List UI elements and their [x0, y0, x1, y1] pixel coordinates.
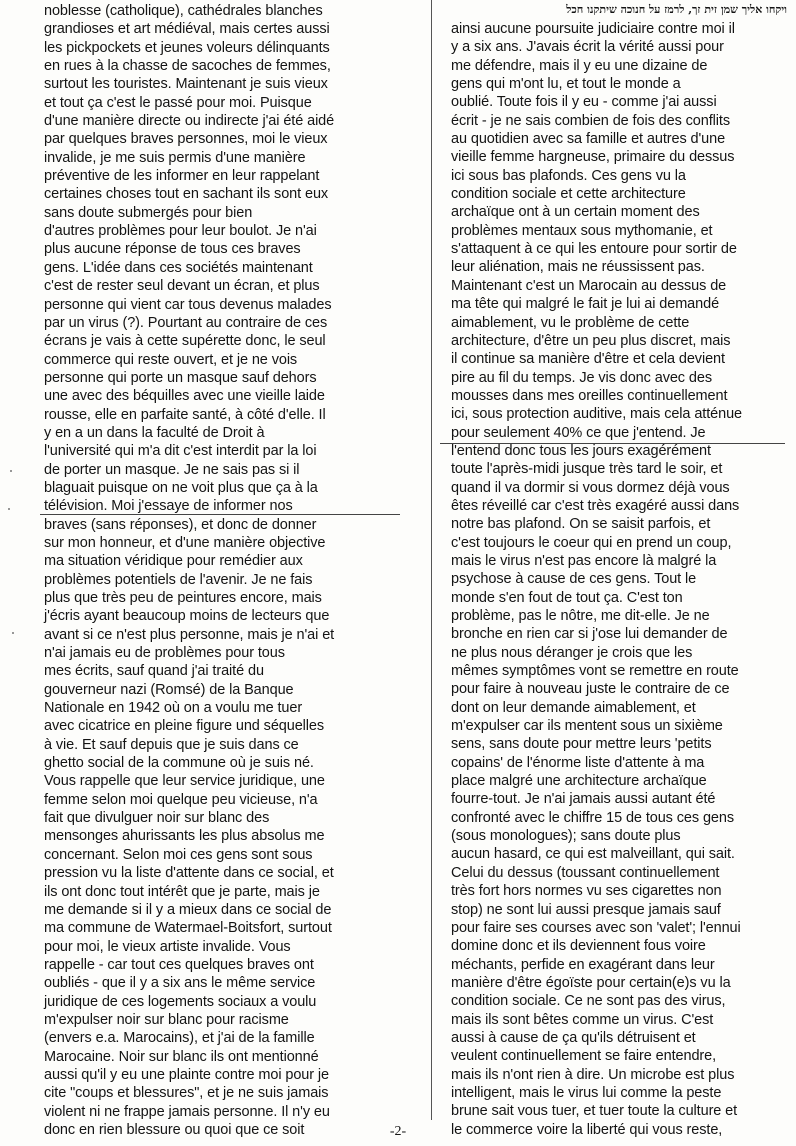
text-line: ainsi aucune poursuite judiciaire contre moi il: [451, 21, 735, 37]
scan-speck: [12, 632, 14, 634]
text-line: ici, sous protection auditive, mais cela atténue: [451, 406, 742, 423]
text-line: Marocaine. Noir sur blanc ils ont mentionné: [44, 1048, 319, 1065]
text-line: manière d'être égoïste pour certain(e)s vu la: [451, 974, 731, 991]
text-line: mousses dans mes oreilles continuellement: [451, 387, 728, 404]
text-line: problème, pas le nôtre, me dit-elle. Je ne: [451, 608, 710, 624]
text-line: toute l'après-midi jusque très tard le soir, et: [451, 461, 723, 478]
text-line: architecture, d'être un peu plus discret, mais: [451, 332, 731, 349]
text-line: préventive de les informer en leur rappelant: [44, 168, 320, 185]
text-line: s'attaquent à ce qui les entoure pour sortir de: [451, 241, 737, 258]
text-line: Maintenant c'est un Marocain au dessus de: [451, 277, 727, 294]
hebrew-header: ויקחו אליך שמן זית זך, לרמז על חנוכה שיתקנו חכל: [566, 3, 787, 16]
text-line: mais ils n'ont rien à dire. Un microbe est plus: [451, 1066, 735, 1083]
text-line: problèmes mentaux sous mythomanie, et: [451, 222, 713, 239]
text-line: aimablement, vu le problème de cette: [451, 314, 690, 331]
text-line: pression vu la liste d'attente dans ce social, et: [44, 865, 334, 882]
text-line: en rues à la chasse de sacoches de femmes,: [44, 58, 331, 75]
scan-speck: [8, 508, 10, 510]
text-line: invalide, je me suis permis d'une manière: [44, 149, 306, 166]
text-line: rappelle - car tout ces quelques braves ont: [44, 956, 314, 973]
text-line: oublié. Toute fois il y eu - comme j'ai aussi: [451, 94, 717, 111]
text-line: pour faire ses courses avec son 'valet'; l'ennui: [451, 919, 741, 936]
text-line: êtes réveillé car c'est très exagéré aussi dans: [451, 497, 740, 514]
text-line: pour seulement 40% ce que j'entend. Je: [451, 424, 706, 441]
right-column: [451, 20, 781, 1139]
text-line: cite "coups et blessures", et je ne suis jamais: [44, 1085, 329, 1102]
text-line: aussi qu'il y eu une plainte contre moi pour je: [44, 1066, 330, 1083]
text-line: le commerce voire la liberté qui vous reste,: [451, 1121, 723, 1138]
text-line: très fort hors normes vu ses cigarettes non: [451, 883, 722, 900]
text-line: avec cicatrice en pleine figure und séquelles: [44, 718, 325, 735]
text-line: n'ai jamais eu de problèmes pour tous: [44, 645, 285, 662]
text-line: place malgré une architecture archaïque: [451, 773, 707, 790]
text-line: bronche en rien car si j'ose lui demander de: [451, 626, 728, 643]
text-line: aussi à cause de ça qu'ils détruisent et: [451, 1029, 696, 1046]
text-line: y en a un dans la faculté de Droit à: [44, 424, 265, 441]
text-line: il continue sa manière d'être et cela devient: [451, 351, 725, 368]
left-column: [44, 2, 394, 1139]
text-line: gens. L'idée dans ces sociétés maintenant: [44, 259, 313, 276]
text-line: copains' de l'énorme liste d'attente à ma: [451, 754, 705, 771]
text-line: j'écris ayant beaucoup moins de lecteurs que: [44, 608, 330, 625]
text-line: de porter un masque. Je ne sais pas si il: [44, 461, 300, 478]
text-line: c'est de rester seul devant un écran, et plus: [44, 278, 320, 295]
text-line: domine donc et ils deviennent fous voire: [451, 938, 706, 955]
text-line: mêmes symptômes vont se remettre en route: [451, 663, 739, 680]
text-line: sens, sans doute pour mettre leurs 'petits: [451, 736, 712, 753]
text-line: me demande si il y a mieux dans ce social de: [44, 901, 332, 918]
text-line: pour moi, le vieux artiste invalide. Vous: [44, 938, 291, 955]
scan-speck: [10, 470, 12, 472]
text-line: gouverneur nazi (Romsé) de la Banque: [44, 681, 294, 698]
text-line: femme selon moi quelque peu vicieuse, n'a: [44, 791, 318, 808]
text-line: pour faire à nouveau juste le contraire de ce: [451, 681, 730, 698]
text-line: avant si ce n'est plus personne, mais je n'ai et: [44, 626, 335, 643]
text-line: (envers e.a. Marocains), et j'ai de la famille: [44, 1030, 315, 1047]
column-divider: [431, 0, 432, 1120]
text-line: d'autres problèmes pour leur boulot. Je n'ai: [44, 223, 317, 240]
text-line: grandioses et art médiéval, mais certes aussi: [44, 21, 330, 38]
text-line: personne qui vient car tous devenus malades: [44, 296, 332, 313]
text-line: ils ont donc tout intérêt que je parte, mais je: [44, 883, 320, 900]
text-line: surtout les touristes. Maintenant je suis vieux: [44, 76, 328, 93]
text-line: à vie. Et sauf depuis que je suis dans ce: [44, 736, 299, 753]
text-line: fait que divulguer noir sur blanc des: [44, 810, 270, 827]
text-line: violent ni ne frappe jamais personne. Il n'y eu: [44, 1103, 330, 1120]
text-line: stop) ne sont lui aussi presque jamais sauf: [451, 901, 721, 918]
text-line: commerce qui reste ouvert, et je ne vois: [44, 351, 298, 368]
text-line: d'une manière directe ou indirecte j'ai été aidé: [44, 113, 335, 130]
page-number: -2-: [389, 1124, 407, 1139]
text-line: par un virus (?). Pourtant au contraire de ces: [44, 314, 328, 331]
text-line: braves (sans réponses), et donc de donner: [44, 516, 317, 533]
text-line: aucun hasard, ce qui est malveillant, qui sait.: [451, 846, 735, 863]
text-line: juridique de ces logements sociaux a voulu: [44, 993, 317, 1010]
text-line: (sous monologues); sans doute plus: [451, 828, 681, 845]
text-line: c'est toujours le coeur qui en prend un coup,: [451, 534, 732, 551]
text-line: concernant. Selon moi ces gens sont sous: [44, 846, 313, 863]
text-line: par quelques braves personnes, moi le vieux: [44, 131, 328, 148]
text-line: brune sait vous tuer, et tuer toute la culture et: [451, 1103, 738, 1120]
text-line: ma commune de Watermael-Boitsfort, surtout: [44, 920, 332, 937]
text-line: l'université qui m'a dit c'est interdit par la loi: [44, 443, 317, 460]
text-line: condition sociale. Ce ne sont pas des virus,: [451, 993, 726, 1010]
text-line: dont on leur demande aimablement, et: [451, 699, 696, 716]
text-line: m'expulser noir sur blanc pour racisme: [44, 1011, 289, 1028]
text-line: au quotidien avec sa famille et autres d'une: [451, 131, 726, 148]
text-line: méchants, perfide en exagérant dans leur: [451, 956, 715, 973]
text-line: quand il va dormir si vous dormez déjà vous: [451, 479, 730, 496]
text-line: mes écrits, sauf quand j'ai traité du: [44, 663, 264, 680]
text-line: ghetto social de la commune où je suis né.: [44, 755, 314, 772]
text-line: personne qui porte un masque sauf dehors: [44, 369, 317, 386]
text-line: Nationale en 1942 où on a voulu me tuer: [44, 700, 303, 717]
text-line: leur aliénation, mais ne réussissent pas.: [451, 259, 705, 276]
text-line: plus que très peu de peintures encore, mais: [44, 590, 322, 606]
text-line: écrit - je ne sais combien de fois des conflits: [451, 112, 730, 129]
text-line: mais ils sont bêtes comme un virus. C'est: [451, 1011, 714, 1028]
text-line: fourre-tout. Je n'ai jamais aussi autant été: [451, 791, 716, 808]
text-line: vieille femme hargneuse, primaire du dessus: [451, 149, 735, 166]
text-line: confronté avec le chiffre 15 de tous ces gens: [451, 809, 734, 826]
text-line: certaines choses tout en sachant ils sont eux: [44, 186, 329, 203]
text-line: m'expulser car ils mentent sous un sixième: [451, 718, 723, 735]
text-line: l'entend donc tous les jours exagérément: [451, 442, 711, 459]
text-line: gens qui m'ont lu, et tout le monde a: [451, 76, 681, 93]
text-line: rousse, elle en parfaite santé, à côté d'elle. Il: [44, 406, 326, 423]
text-line: mensonges ahurissants les plus absolus me: [44, 828, 325, 845]
text-line: blaguait puisque on ne voit plus que ça à la: [44, 479, 318, 496]
text-line: sur mon honneur, et d'une manière objective: [44, 534, 326, 551]
text-line: écrans je vais à cette supérette donc, le seul: [44, 333, 326, 350]
text-line: oubliés - que il y a six ans le même service: [44, 975, 316, 992]
text-line: veulent continuellement se faire entendre,: [451, 1048, 717, 1065]
text-line: archaïque ont à un certain moment des: [451, 204, 700, 221]
text-line: ma situation véridique pour remédier aux: [44, 553, 303, 570]
text-line: plus aucune réponse de tous ces braves: [44, 241, 301, 258]
text-line: et tout ça c'est le passé pour moi. Puisque: [44, 94, 312, 111]
text-line: mais le virus n'est pas encore là malgré la: [451, 552, 717, 569]
text-line: intelligent, mais le virus lui comme la peste: [451, 1084, 722, 1101]
text-line: psychose à cause de ces gens. Tout le: [451, 571, 697, 588]
text-line: une avec des béquilles avec une vieille laide: [44, 388, 325, 405]
text-line: pire au fil du temps. Je vis donc avec des: [451, 369, 712, 386]
text-line: ne plus nous déranger je crois que les: [451, 644, 693, 661]
text-line: les pickpockets et jeunes voleurs délinquants: [44, 39, 330, 56]
text-line: me défendre, mais il y eu une dizaine de: [451, 57, 708, 74]
text-line: Celui du dessus (toussant continuellement: [451, 864, 720, 881]
text-line: ici sous bas plafonds. Ces gens vu la: [451, 167, 686, 184]
text-line: donc en rien blessure ou quoi que ce soit: [44, 1121, 305, 1138]
text-line: notre bas plafond. On se saisit parfois, et: [451, 516, 711, 533]
text-line: monde s'en fout de tout ça. C'est ton: [451, 589, 683, 606]
text-line: y a six ans. J'avais écrit la vérité aussi pour: [451, 39, 724, 56]
text-line: problèmes potentiels de l'avenir. Je ne fais: [44, 571, 313, 588]
text-line: télévision. Moi j'essaye de informer nos: [44, 498, 293, 515]
text-line: sans doute submergés pour bien: [44, 204, 253, 221]
text-line: Vous rappelle que leur service juridique, une: [44, 773, 325, 790]
text-line: condition sociale et cette architecture: [451, 186, 686, 203]
text-line: ma tête qui malgré le fait je lui ai demandé: [451, 296, 720, 313]
text-line: noblesse (catholique), cathédrales blanches: [44, 3, 323, 19]
